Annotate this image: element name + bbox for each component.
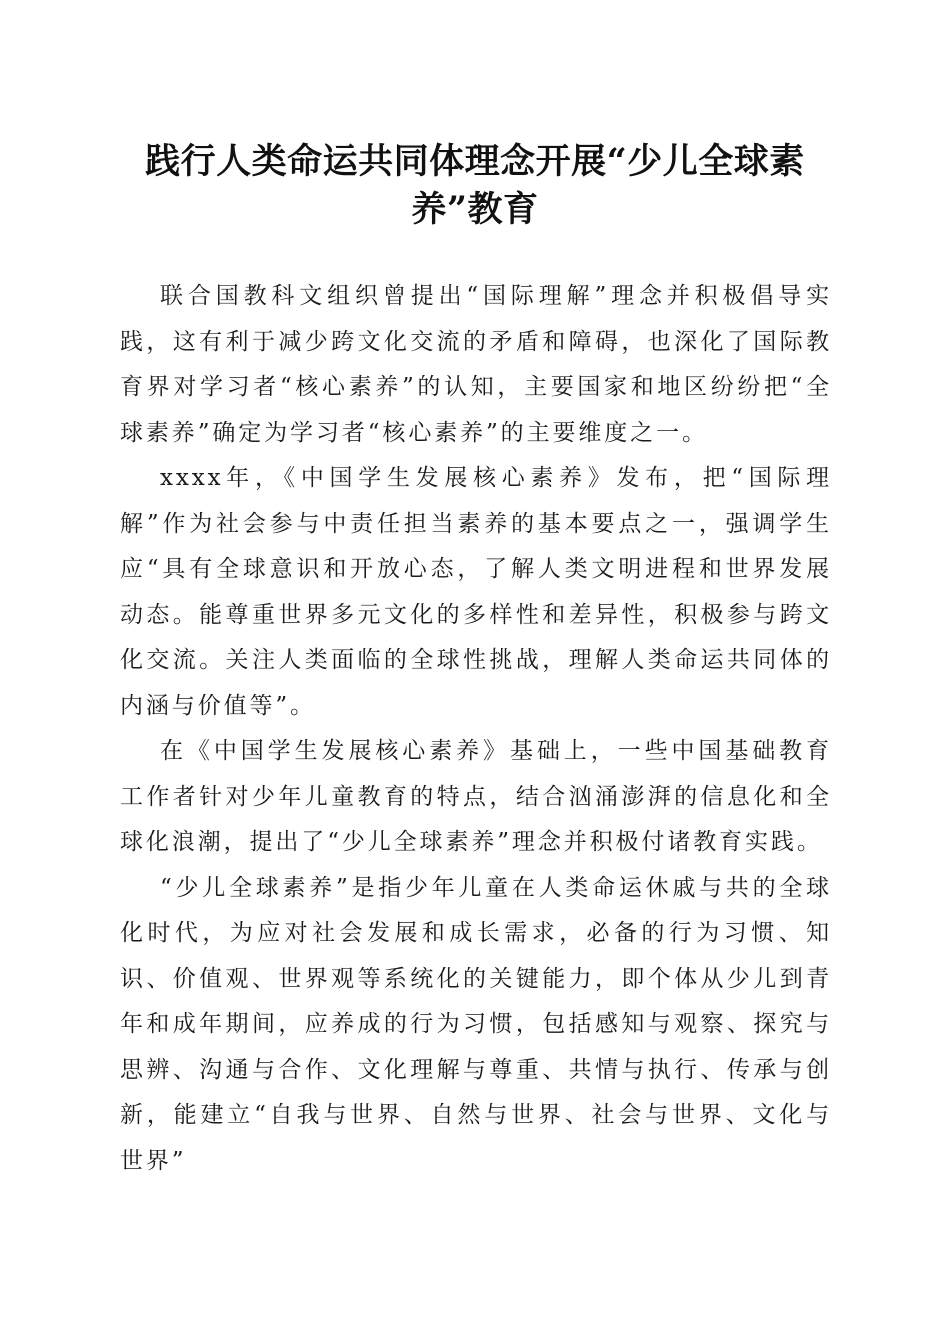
paragraph-2: xxxx年，《中国学生发展核心素养》发布，把“国际理解”作为社会参与中责任担当素养的基本要点之一，强调学生应“具有全球意识和开放心态，了解人类文明进程和世界发展动态。能尊重世界多元文化的多样性和差异性，积极参与跨文化交流。关注人类面临的全球性挑战，理解人类命运共同体的内涵与价值等”。 [120, 465, 832, 719]
paragraph-1: 联合国教科文组织曾提出“国际理解”理念并积极倡导实践，这有利于减少跨文化交流的矛盾和障碍，也深化了国际教育界对学习者“核心素养”的认知，主要国家和地区纷纷把“全球素养”确定为学习者“核心素养”的主要维度之一。 [120, 283, 832, 446]
paragraph-3: 在《中国学生发展核心素养》基础上，一些中国基础教育工作者针对少年儿童教育的特点，结合汹涌澎湃的信息化和全球化浪潮，提出了“少儿全球素养”理念并积极付诸教育实践。 [120, 738, 832, 855]
title-line-2: 养”教育 [411, 189, 539, 230]
title-line-1: 践行人类命运共同体理念开展“少儿全球素 [145, 141, 805, 182]
document-body [120, 274, 832, 1184]
paragraph-4: “少儿全球素养”是指少年儿童在人类命运休戚与共的全球化时代，为应对社会发展和成长需求，必备的行为习惯、知识、价值观、世界观等系统化的关键能力，即个体从少儿到青年和成年期间，应养成的行为习惯，包括感知与观察、探究与思辨、沟通与合作、文化理解与尊重、共情与执行、传承与创新，能建立“自我与世界、自然与世界、社会与世界、文化与世界” [120, 874, 832, 1174]
document-title [110, 138, 840, 234]
